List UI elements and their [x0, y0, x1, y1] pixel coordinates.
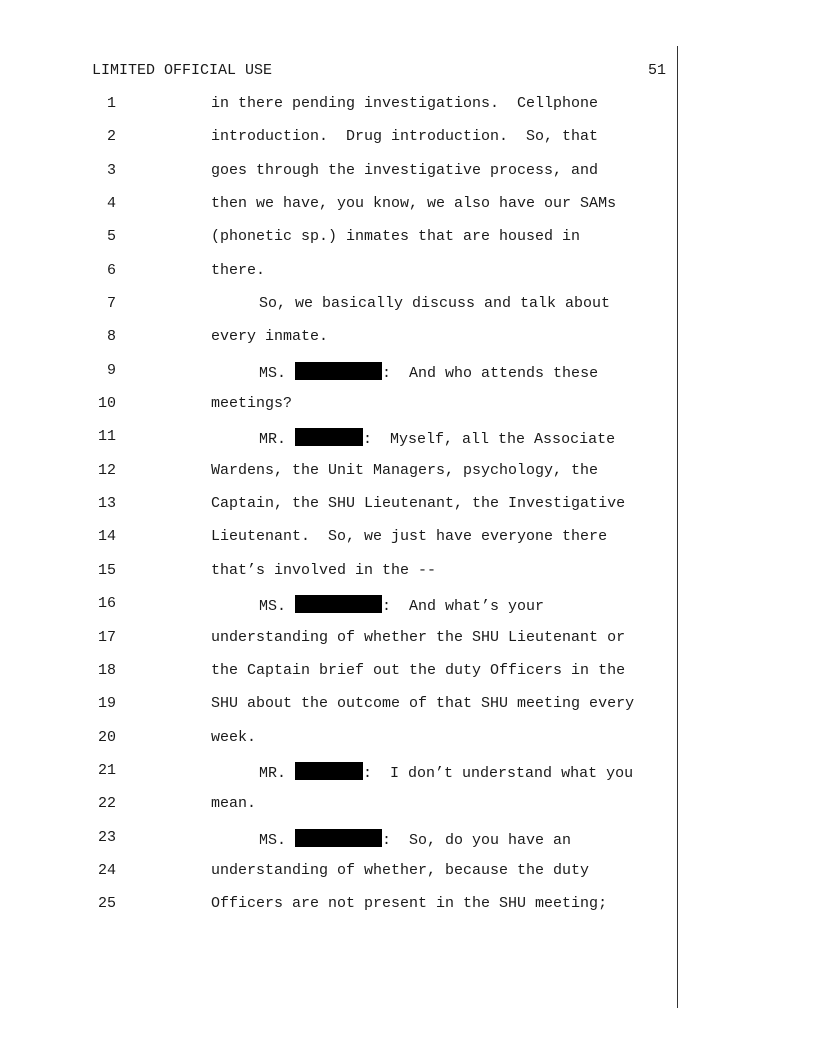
- speaker-line: [259, 362, 598, 383]
- transcript-line: [0, 526, 816, 559]
- speaker-line: [259, 595, 544, 616]
- line-text: Lieutenant. So, we just have everyone there: [211, 528, 608, 546]
- redaction-block: [295, 762, 363, 780]
- line-text: every inmate.: [211, 328, 329, 346]
- transcript-line: [0, 493, 816, 526]
- transcript-line: [0, 93, 816, 126]
- transcript-line: [0, 460, 816, 493]
- line-text: : And what’s your: [382, 598, 545, 616]
- classification-header: LIMITED OFFICIAL USE: [92, 62, 273, 79]
- line-text: then we have, you know, we also have our SAMs: [211, 195, 617, 213]
- line-number: 18: [97, 661, 116, 679]
- line-number: 8: [106, 328, 116, 346]
- transcript-line: [0, 693, 816, 726]
- line-number: 24: [97, 861, 116, 879]
- line-number: 11: [97, 428, 116, 446]
- transcript-line: [0, 627, 816, 660]
- transcript-line: [0, 760, 816, 793]
- line-text: : And who attends these: [382, 364, 599, 382]
- line-text: that’s involved in the --: [211, 561, 437, 579]
- line-number: 7: [106, 295, 116, 313]
- line-text: Captain, the SHU Lieutenant, the Investigative: [211, 495, 626, 513]
- speaker-title: MS.: [259, 364, 287, 382]
- line-number: 25: [97, 895, 116, 913]
- line-text: (phonetic sp.) inmates that are housed in: [211, 228, 581, 246]
- transcript-lines: [0, 93, 816, 927]
- line-number: 22: [97, 795, 116, 813]
- line-text: meetings?: [211, 395, 293, 413]
- speaker-title: MR.: [259, 764, 287, 782]
- transcript-line: [0, 893, 816, 926]
- line-text: : Myself, all the Associate: [363, 431, 616, 449]
- line-number: 21: [97, 761, 116, 779]
- redaction-block: [295, 428, 363, 446]
- line-number: 14: [97, 528, 116, 546]
- transcript-line: [0, 393, 816, 426]
- transcript-line: [0, 193, 816, 226]
- line-text: understanding of whether the SHU Lieutenant or: [211, 628, 626, 646]
- line-number: 17: [97, 628, 116, 646]
- line-text: introduction. Drug introduction. So, that: [211, 128, 599, 146]
- line-number: 23: [97, 828, 116, 846]
- transcript-line: [0, 793, 816, 826]
- line-text: : I don’t understand what you: [363, 764, 634, 782]
- page-number: 51: [647, 62, 666, 79]
- line-text: mean.: [211, 795, 257, 813]
- line-number: 3: [106, 161, 116, 179]
- line-number: 2: [106, 128, 116, 146]
- redaction-block: [295, 829, 382, 847]
- line-number: 10: [97, 395, 116, 413]
- transcript-line: [0, 560, 816, 593]
- line-number: 15: [97, 561, 116, 579]
- transcript-line: [0, 660, 816, 693]
- transcript-line: [0, 593, 816, 626]
- line-text: So, we basically discuss and talk about: [259, 295, 611, 313]
- transcript-line: [0, 160, 816, 193]
- transcript-line: [0, 827, 816, 860]
- speaker-title: MS.: [259, 598, 287, 616]
- line-text: Officers are not present in the SHU meeting;: [211, 895, 608, 913]
- line-text: week.: [211, 728, 257, 746]
- transcript-line: [0, 326, 816, 359]
- transcript-line: [0, 126, 816, 159]
- line-text: goes through the investigative process, and: [211, 161, 599, 179]
- line-number: 19: [97, 695, 116, 713]
- line-number: 6: [106, 261, 116, 279]
- line-number: 20: [97, 728, 116, 746]
- redaction-block: [295, 595, 382, 613]
- line-text: Wardens, the Unit Managers, psychology, the: [211, 461, 599, 479]
- line-number: 9: [106, 361, 116, 379]
- redaction-block: [295, 362, 382, 380]
- line-number: 12: [97, 461, 116, 479]
- transcript-line: [0, 860, 816, 893]
- transcript-line: [0, 260, 816, 293]
- transcript-line: [0, 226, 816, 259]
- line-text: : So, do you have an: [382, 831, 572, 849]
- line-number: 5: [106, 228, 116, 246]
- line-text: the Captain brief out the duty Officers in the: [211, 661, 626, 679]
- transcript-line: [0, 293, 816, 326]
- transcript-line: [0, 360, 816, 393]
- line-number: 4: [106, 195, 116, 213]
- speaker-line: [259, 428, 615, 449]
- line-text: understanding of whether, because the duty: [211, 861, 590, 879]
- line-number: 13: [97, 495, 116, 513]
- line-text: SHU about the outcome of that SHU meeting every: [211, 695, 635, 713]
- speaker-line: [259, 762, 633, 783]
- speaker-title: MS.: [259, 831, 287, 849]
- transcript-line: [0, 426, 816, 459]
- line-number: 1: [106, 95, 116, 112]
- line-text: there.: [211, 261, 266, 279]
- line-number: 16: [97, 595, 116, 613]
- speaker-line: [259, 829, 571, 850]
- speaker-title: MR.: [259, 431, 287, 449]
- line-text: in there pending investigations. Cellphone: [211, 95, 599, 112]
- transcript-line: [0, 727, 816, 760]
